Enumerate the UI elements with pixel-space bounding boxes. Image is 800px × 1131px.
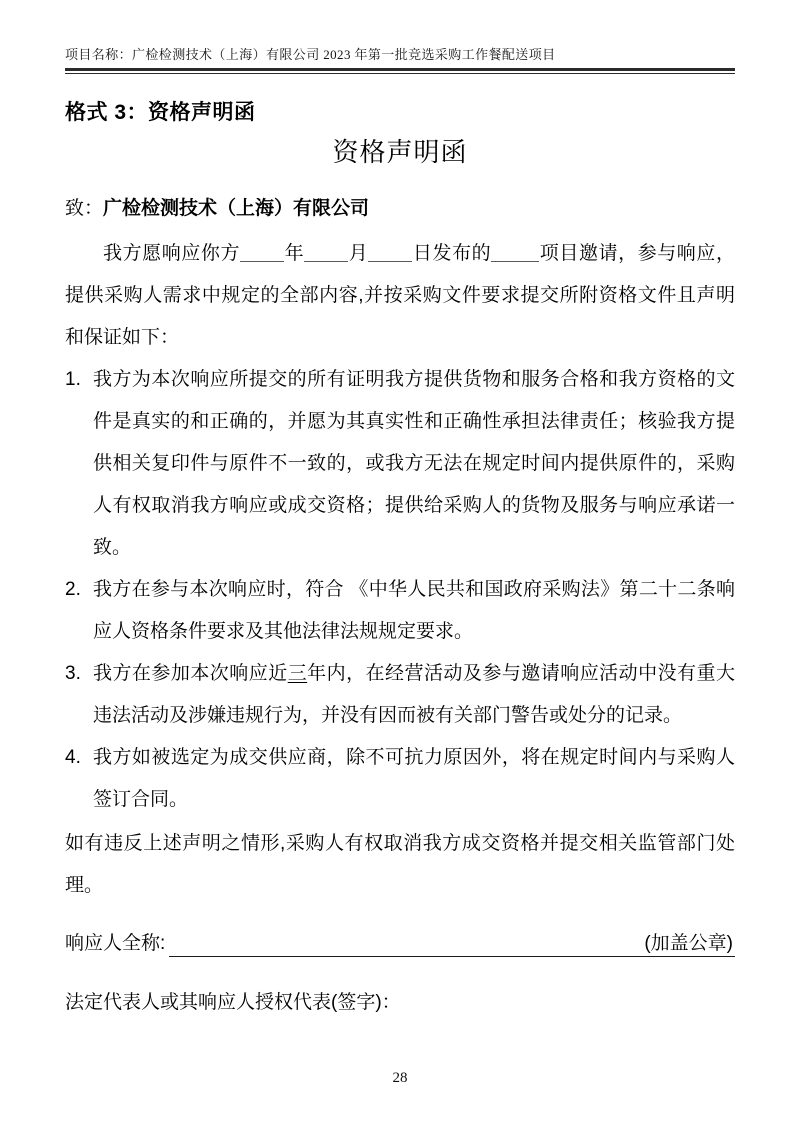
salutation-prefix: 致： <box>65 198 104 219</box>
intro-text-tail: 项目邀请，参与响应，提供采购人需求中规定的全部内容,并按采购文件要求提交所附资格文件且声明和保证如下： <box>65 243 735 348</box>
page-number: 28 <box>392 1070 408 1086</box>
closing-paragraph: 如有违反上述声明之情形,采购人有权取消我方成交资格并提交相关监管部门处理。 <box>65 833 735 896</box>
addressee-company-name: 广检检测技术（上海）有限公司 <box>103 198 370 219</box>
day-blank-field <box>368 243 412 262</box>
list-item <box>65 653 735 737</box>
item-number: 3. <box>65 663 81 684</box>
intro-text-day: 日发布的 <box>412 243 492 264</box>
underlined-three: 三 <box>287 663 308 684</box>
document-title: 资格声明函 <box>332 137 468 167</box>
section-heading: 格式 3：资格声明函 <box>65 101 256 124</box>
respondent-name-label: 响应人全称: <box>65 933 166 954</box>
list-item <box>65 569 735 653</box>
item-number: 2. <box>65 579 81 600</box>
project-blank-field <box>491 243 539 262</box>
item-number: 1. <box>65 369 81 390</box>
item-text: 我方如被选定为成交供应商，除不可抗力原因外，将在规定时间内与采购人签订合同。 <box>93 747 735 810</box>
official-seal-note: (加盖公章) <box>644 933 733 954</box>
declaration-list <box>65 359 735 821</box>
item-text-post: 年内，在经营活动及参与邀请响应活动中没有重大违法活动及涉嫌违规行为，并没有因而被有关部门警告或处分的记录。 <box>93 663 735 726</box>
header-divider-rule <box>65 68 735 74</box>
running-header: 项目名称：广检检测技术（上海）有限公司 2023 年第一批竞选采购工作餐配送项目 <box>65 47 556 62</box>
intro-text-year: 年 <box>284 243 305 264</box>
respondent-name-row <box>65 917 735 957</box>
item-text-pre: 我方在参加本次响应近 <box>93 663 288 684</box>
item-text <box>93 653 735 737</box>
item-text: 我方为本次响应所提交的所有证明我方提供货物和服务合格和我方资格的文件是真实的和正确的，并愿为其真实性和正确性承担法律责任；核验我方提供相关复印件与原件不一致的，或我方无法在规定时间内提供原件的，采购人有权取消我方响应或成交资格；提供给采购人的货物及服务与响应承诺一致。 <box>93 369 735 558</box>
month-blank-field <box>304 243 348 262</box>
signature-label: 法定代表人或其响应人授权代表(签字)： <box>65 992 401 1013</box>
list-item <box>65 737 735 821</box>
intro-paragraph <box>65 233 735 359</box>
list-item <box>65 359 735 569</box>
salutation-line <box>65 193 735 220</box>
year-blank-field <box>240 243 284 262</box>
respondent-name-blank-field <box>169 928 735 957</box>
intro-text-month: 月 <box>348 243 369 264</box>
intro-text-1: 我方愿响应你方 <box>103 243 241 264</box>
item-text: 我方在参与本次响应时，符合 《中华人民共和国政府采购法》第二十二条响应人资格条件要求及其他法律法规规定要求。 <box>93 579 735 642</box>
item-number: 4. <box>65 747 81 768</box>
